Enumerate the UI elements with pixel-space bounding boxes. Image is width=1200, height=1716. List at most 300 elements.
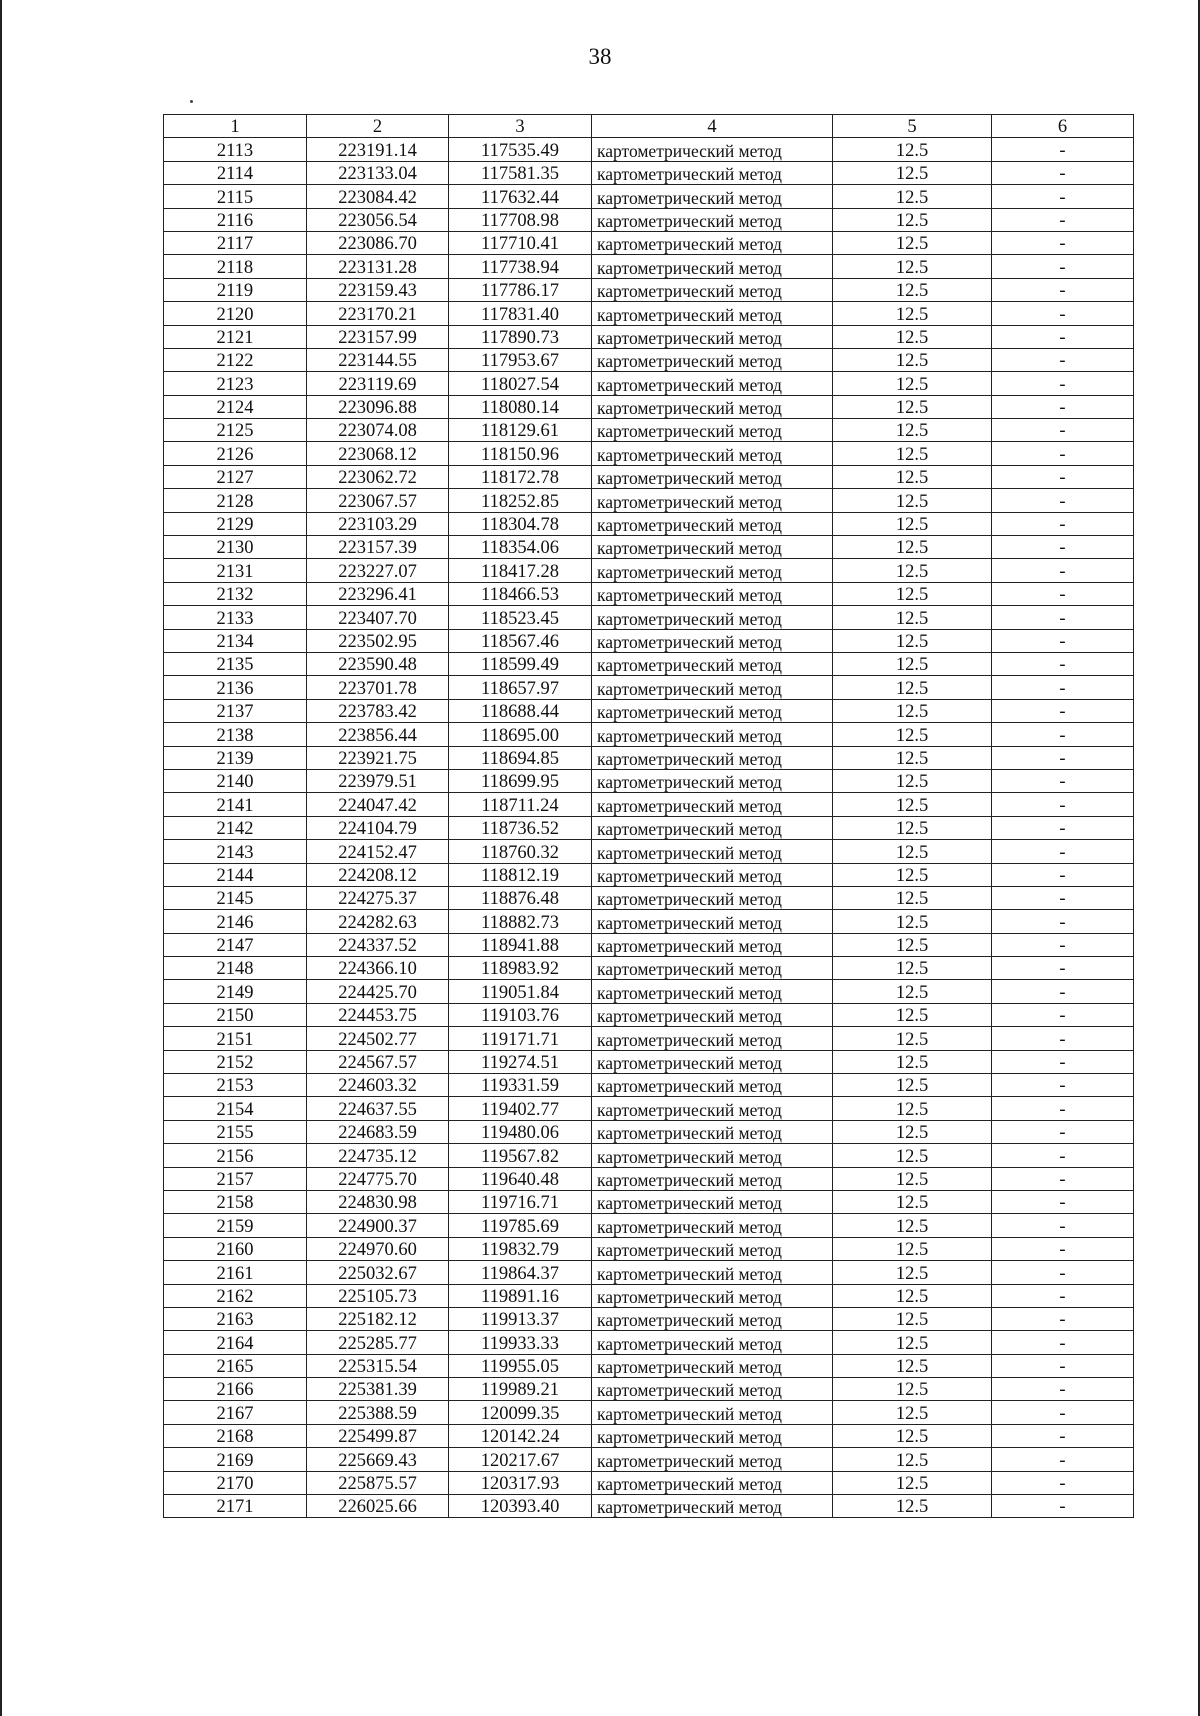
point-number-cell: 2134 (164, 629, 307, 652)
point-number-cell: 2133 (164, 606, 307, 629)
table-row (164, 1378, 1134, 1401)
y-coordinate-cell: 120217.67 (449, 1448, 592, 1471)
table-row (164, 536, 1134, 559)
x-coordinate-cell: 225182.12 (307, 1307, 449, 1330)
table-row (164, 886, 1134, 909)
note-cell: - (992, 1495, 1134, 1518)
table-row (164, 840, 1134, 863)
table-row (164, 442, 1134, 465)
table-row (164, 278, 1134, 301)
method-cell: картометрический метод (592, 138, 833, 161)
point-number-cell: 2170 (164, 1471, 307, 1494)
method-cell: картометрический метод (592, 699, 833, 722)
note-cell: - (992, 1144, 1134, 1167)
y-coordinate-cell: 118876.48 (449, 886, 592, 909)
accuracy-cell: 12.5 (833, 1307, 992, 1330)
note-cell: - (992, 863, 1134, 886)
y-coordinate-cell: 119274.51 (449, 1050, 592, 1073)
table-row (164, 325, 1134, 348)
point-number-cell: 2167 (164, 1401, 307, 1424)
method-cell: картометрический метод (592, 652, 833, 675)
point-number-cell: 2135 (164, 652, 307, 675)
table-row (164, 793, 1134, 816)
table-row (164, 1424, 1134, 1447)
note-cell: - (992, 1401, 1134, 1424)
note-cell: - (992, 1050, 1134, 1073)
point-number-cell: 2143 (164, 840, 307, 863)
y-coordinate-cell: 119480.06 (449, 1120, 592, 1143)
point-number-cell: 2122 (164, 348, 307, 371)
note-cell: - (992, 1354, 1134, 1377)
note-cell: - (992, 442, 1134, 465)
note-cell: - (992, 1190, 1134, 1213)
method-cell: картометрический метод (592, 1167, 833, 1190)
table-row (164, 1074, 1134, 1097)
accuracy-cell: 12.5 (833, 582, 992, 605)
table-row (164, 395, 1134, 418)
table-row (164, 1307, 1134, 1330)
method-cell: картометрический метод (592, 1237, 833, 1260)
method-cell: картометрический метод (592, 1307, 833, 1330)
y-coordinate-cell: 118304.78 (449, 512, 592, 535)
accuracy-cell: 12.5 (833, 231, 992, 254)
method-cell: картометрический метод (592, 231, 833, 254)
note-cell: - (992, 208, 1134, 231)
x-coordinate-cell: 224152.47 (307, 840, 449, 863)
table-row (164, 1261, 1134, 1284)
table-row (164, 255, 1134, 278)
note-cell: - (992, 769, 1134, 792)
point-number-cell: 2120 (164, 302, 307, 325)
note-cell: - (992, 1448, 1134, 1471)
accuracy-cell: 12.5 (833, 1495, 992, 1518)
method-cell: картометрический метод (592, 816, 833, 839)
note-cell: - (992, 302, 1134, 325)
table-row (164, 582, 1134, 605)
note-cell: - (992, 348, 1134, 371)
note-cell: - (992, 1471, 1134, 1494)
method-cell: картометрический метод (592, 302, 833, 325)
method-cell: картометрический метод (592, 676, 833, 699)
accuracy-cell: 12.5 (833, 1471, 992, 1494)
point-number-cell: 2161 (164, 1261, 307, 1284)
y-coordinate-cell: 117535.49 (449, 138, 592, 161)
point-number-cell: 2150 (164, 1003, 307, 1026)
table-row (164, 465, 1134, 488)
point-number-cell: 2126 (164, 442, 307, 465)
point-number-cell: 2145 (164, 886, 307, 909)
table-row (164, 746, 1134, 769)
method-cell: картометрический метод (592, 769, 833, 792)
table-row (164, 863, 1134, 886)
header-cell-5: 5 (833, 115, 992, 138)
method-cell: картометрический метод (592, 1120, 833, 1143)
note-cell: - (992, 395, 1134, 418)
table-row (164, 559, 1134, 582)
y-coordinate-cell: 119933.33 (449, 1331, 592, 1354)
point-number-cell: 2151 (164, 1027, 307, 1050)
x-coordinate-cell: 224735.12 (307, 1144, 449, 1167)
note-cell: - (992, 933, 1134, 956)
accuracy-cell: 12.5 (833, 629, 992, 652)
note-cell: - (992, 231, 1134, 254)
y-coordinate-cell: 119716.71 (449, 1190, 592, 1213)
y-coordinate-cell: 119640.48 (449, 1167, 592, 1190)
note-cell: - (992, 1074, 1134, 1097)
table-row (164, 652, 1134, 675)
method-cell: картометрический метод (592, 1331, 833, 1354)
coordinates-table (163, 114, 1134, 1518)
accuracy-cell: 12.5 (833, 1237, 992, 1260)
accuracy-cell: 12.5 (833, 910, 992, 933)
method-cell: картометрический метод (592, 1003, 833, 1026)
table-row (164, 676, 1134, 699)
accuracy-cell: 12.5 (833, 302, 992, 325)
note-cell: - (992, 419, 1134, 442)
note-cell: - (992, 606, 1134, 629)
y-coordinate-cell: 118941.88 (449, 933, 592, 956)
x-coordinate-cell: 223157.39 (307, 536, 449, 559)
point-number-cell: 2156 (164, 1144, 307, 1167)
accuracy-cell: 12.5 (833, 652, 992, 675)
x-coordinate-cell: 224366.10 (307, 957, 449, 980)
y-coordinate-cell: 119891.16 (449, 1284, 592, 1307)
y-coordinate-cell: 117632.44 (449, 185, 592, 208)
x-coordinate-cell: 225285.77 (307, 1331, 449, 1354)
x-coordinate-cell: 225032.67 (307, 1261, 449, 1284)
note-cell: - (992, 536, 1134, 559)
note-cell: - (992, 746, 1134, 769)
x-coordinate-cell: 224603.32 (307, 1074, 449, 1097)
y-coordinate-cell: 118983.92 (449, 957, 592, 980)
note-cell: - (992, 1284, 1134, 1307)
y-coordinate-cell: 119955.05 (449, 1354, 592, 1377)
table-row (164, 231, 1134, 254)
accuracy-cell: 12.5 (833, 419, 992, 442)
accuracy-cell: 12.5 (833, 442, 992, 465)
table-row (164, 372, 1134, 395)
y-coordinate-cell: 118882.73 (449, 910, 592, 933)
method-cell: картометрический метод (592, 512, 833, 535)
accuracy-cell: 12.5 (833, 1003, 992, 1026)
point-number-cell: 2168 (164, 1424, 307, 1447)
page-number: 38 (588, 44, 612, 69)
method-cell: картометрический метод (592, 1495, 833, 1518)
note-cell: - (992, 1120, 1134, 1143)
y-coordinate-cell: 117953.67 (449, 348, 592, 371)
x-coordinate-cell: 224775.70 (307, 1167, 449, 1190)
y-coordinate-cell: 119103.76 (449, 1003, 592, 1026)
note-cell: - (992, 372, 1134, 395)
method-cell: картометрический метод (592, 278, 833, 301)
accuracy-cell: 12.5 (833, 957, 992, 980)
note-cell: - (992, 886, 1134, 909)
point-number-cell: 2160 (164, 1237, 307, 1260)
method-cell: картометрический метод (592, 1190, 833, 1213)
x-coordinate-cell: 226025.66 (307, 1495, 449, 1518)
x-coordinate-cell: 223159.43 (307, 278, 449, 301)
table-row (164, 512, 1134, 535)
table-row (164, 1003, 1134, 1026)
table-row (164, 1495, 1134, 1518)
x-coordinate-cell: 223096.88 (307, 395, 449, 418)
point-number-cell: 2149 (164, 980, 307, 1003)
point-number-cell: 2130 (164, 536, 307, 559)
point-number-cell: 2157 (164, 1167, 307, 1190)
point-number-cell: 2154 (164, 1097, 307, 1120)
x-coordinate-cell: 223227.07 (307, 559, 449, 582)
note-cell: - (992, 1097, 1134, 1120)
accuracy-cell: 12.5 (833, 348, 992, 371)
accuracy-cell: 12.5 (833, 1144, 992, 1167)
table-row (164, 1448, 1134, 1471)
accuracy-cell: 12.5 (833, 1401, 992, 1424)
y-coordinate-cell: 117738.94 (449, 255, 592, 278)
point-number-cell: 2113 (164, 138, 307, 161)
y-coordinate-cell: 118354.06 (449, 536, 592, 559)
y-coordinate-cell: 119785.69 (449, 1214, 592, 1237)
method-cell: картометрический метод (592, 1354, 833, 1377)
note-cell: - (992, 1167, 1134, 1190)
method-cell: картометрический метод (592, 489, 833, 512)
table-row (164, 302, 1134, 325)
point-number-cell: 2127 (164, 465, 307, 488)
method-cell: картометрический метод (592, 886, 833, 909)
point-number-cell: 2166 (164, 1378, 307, 1401)
point-number-cell: 2131 (164, 559, 307, 582)
point-number-cell: 2132 (164, 582, 307, 605)
x-coordinate-cell: 224208.12 (307, 863, 449, 886)
x-coordinate-cell: 223407.70 (307, 606, 449, 629)
accuracy-cell: 12.5 (833, 1378, 992, 1401)
note-cell: - (992, 1331, 1134, 1354)
note-cell: - (992, 1424, 1134, 1447)
table-row (164, 1027, 1134, 1050)
note-cell: - (992, 1378, 1134, 1401)
accuracy-cell: 12.5 (833, 161, 992, 184)
method-cell: картометрический метод (592, 957, 833, 980)
x-coordinate-cell: 225669.43 (307, 1448, 449, 1471)
method-cell: картометрический метод (592, 1214, 833, 1237)
method-cell: картометрический метод (592, 348, 833, 371)
table-row (164, 816, 1134, 839)
table-row (164, 1331, 1134, 1354)
note-cell: - (992, 816, 1134, 839)
point-number-cell: 2125 (164, 419, 307, 442)
note-cell: - (992, 1027, 1134, 1050)
table-row (164, 1144, 1134, 1167)
method-cell: картометрический метод (592, 419, 833, 442)
point-number-cell: 2159 (164, 1214, 307, 1237)
point-number-cell: 2123 (164, 372, 307, 395)
y-coordinate-cell: 118417.28 (449, 559, 592, 582)
x-coordinate-cell: 223170.21 (307, 302, 449, 325)
point-number-cell: 2152 (164, 1050, 307, 1073)
y-coordinate-cell: 118699.95 (449, 769, 592, 792)
x-coordinate-cell: 223979.51 (307, 769, 449, 792)
accuracy-cell: 12.5 (833, 208, 992, 231)
table-row (164, 1167, 1134, 1190)
point-number-cell: 2115 (164, 185, 307, 208)
accuracy-cell: 12.5 (833, 793, 992, 816)
x-coordinate-cell: 223701.78 (307, 676, 449, 699)
y-coordinate-cell: 120099.35 (449, 1401, 592, 1424)
point-number-cell: 2162 (164, 1284, 307, 1307)
method-cell: картометрический метод (592, 723, 833, 746)
method-cell: картометрический метод (592, 746, 833, 769)
point-number-cell: 2163 (164, 1307, 307, 1330)
x-coordinate-cell: 223296.41 (307, 582, 449, 605)
method-cell: картометрический метод (592, 1284, 833, 1307)
method-cell: картометрический метод (592, 1401, 833, 1424)
accuracy-cell: 12.5 (833, 512, 992, 535)
method-cell: картометрический метод (592, 325, 833, 348)
note-cell: - (992, 325, 1134, 348)
table-row (164, 208, 1134, 231)
point-number-cell: 2137 (164, 699, 307, 722)
table-row (164, 1354, 1134, 1377)
y-coordinate-cell: 118760.32 (449, 840, 592, 863)
y-coordinate-cell: 120142.24 (449, 1424, 592, 1447)
table-row (164, 161, 1134, 184)
x-coordinate-cell: 224683.59 (307, 1120, 449, 1143)
table-row (164, 348, 1134, 371)
y-coordinate-cell: 118812.19 (449, 863, 592, 886)
x-coordinate-cell: 225381.39 (307, 1378, 449, 1401)
point-number-cell: 2153 (164, 1074, 307, 1097)
table-row (164, 185, 1134, 208)
accuracy-cell: 12.5 (833, 536, 992, 559)
accuracy-cell: 12.5 (833, 1261, 992, 1284)
x-coordinate-cell: 225315.54 (307, 1354, 449, 1377)
y-coordinate-cell: 119913.37 (449, 1307, 592, 1330)
x-coordinate-cell: 224453.75 (307, 1003, 449, 1026)
point-number-cell: 2144 (164, 863, 307, 886)
accuracy-cell: 12.5 (833, 1214, 992, 1237)
note-cell: - (992, 278, 1134, 301)
table-row (164, 606, 1134, 629)
method-cell: картометрический метод (592, 208, 833, 231)
point-number-cell: 2139 (164, 746, 307, 769)
point-number-cell: 2155 (164, 1120, 307, 1143)
y-coordinate-cell: 119331.59 (449, 1074, 592, 1097)
note-cell: - (992, 559, 1134, 582)
point-number-cell: 2116 (164, 208, 307, 231)
point-number-cell: 2128 (164, 489, 307, 512)
x-coordinate-cell: 224830.98 (307, 1190, 449, 1213)
y-coordinate-cell: 120317.93 (449, 1471, 592, 1494)
accuracy-cell: 12.5 (833, 1074, 992, 1097)
accuracy-cell: 12.5 (833, 1284, 992, 1307)
table-row (164, 723, 1134, 746)
note-cell: - (992, 957, 1134, 980)
method-cell: картометрический метод (592, 863, 833, 886)
note-cell: - (992, 840, 1134, 863)
method-cell: картометрический метод (592, 582, 833, 605)
accuracy-cell: 12.5 (833, 980, 992, 1003)
point-number-cell: 2114 (164, 161, 307, 184)
accuracy-cell: 12.5 (833, 723, 992, 746)
x-coordinate-cell: 224275.37 (307, 886, 449, 909)
x-coordinate-cell: 225875.57 (307, 1471, 449, 1494)
table-row (164, 1214, 1134, 1237)
x-coordinate-cell: 224337.52 (307, 933, 449, 956)
note-cell: - (992, 185, 1134, 208)
y-coordinate-cell: 119051.84 (449, 980, 592, 1003)
note-cell: - (992, 629, 1134, 652)
method-cell: картометрический метод (592, 840, 833, 863)
note-cell: - (992, 512, 1134, 535)
method-cell: картометрический метод (592, 980, 833, 1003)
method-cell: картометрический метод (592, 465, 833, 488)
point-number-cell: 2117 (164, 231, 307, 254)
x-coordinate-cell: 223103.29 (307, 512, 449, 535)
header-cell-2: 2 (307, 115, 449, 138)
accuracy-cell: 12.5 (833, 1050, 992, 1073)
x-coordinate-cell: 224282.63 (307, 910, 449, 933)
method-cell: картометрический метод (592, 161, 833, 184)
y-coordinate-cell: 118688.44 (449, 699, 592, 722)
point-number-cell: 2121 (164, 325, 307, 348)
accuracy-cell: 12.5 (833, 559, 992, 582)
accuracy-cell: 12.5 (833, 840, 992, 863)
method-cell: картометрический метод (592, 372, 833, 395)
y-coordinate-cell: 118523.45 (449, 606, 592, 629)
x-coordinate-cell: 223502.95 (307, 629, 449, 652)
accuracy-cell: 12.5 (833, 185, 992, 208)
point-number-cell: 2136 (164, 676, 307, 699)
note-cell: - (992, 465, 1134, 488)
y-coordinate-cell: 118736.52 (449, 816, 592, 839)
point-number-cell: 2158 (164, 1190, 307, 1213)
method-cell: картометрический метод (592, 1027, 833, 1050)
table-row (164, 1050, 1134, 1073)
note-cell: - (992, 699, 1134, 722)
accuracy-cell: 12.5 (833, 769, 992, 792)
method-cell: картометрический метод (592, 442, 833, 465)
accuracy-cell: 12.5 (833, 255, 992, 278)
x-coordinate-cell: 224970.60 (307, 1237, 449, 1260)
accuracy-cell: 12.5 (833, 816, 992, 839)
note-cell: - (992, 582, 1134, 605)
note-cell: - (992, 489, 1134, 512)
accuracy-cell: 12.5 (833, 1190, 992, 1213)
y-coordinate-cell: 118695.00 (449, 723, 592, 746)
y-coordinate-cell: 118150.96 (449, 442, 592, 465)
y-coordinate-cell: 118129.61 (449, 419, 592, 442)
accuracy-cell: 12.5 (833, 395, 992, 418)
point-number-cell: 2124 (164, 395, 307, 418)
x-coordinate-cell: 223921.75 (307, 746, 449, 769)
x-coordinate-cell: 224637.55 (307, 1097, 449, 1120)
point-number-cell: 2171 (164, 1495, 307, 1518)
table-row (164, 1097, 1134, 1120)
note-cell: - (992, 138, 1134, 161)
table-row (164, 769, 1134, 792)
table-row (164, 1190, 1134, 1213)
method-cell: картометрический метод (592, 1050, 833, 1073)
method-cell: картометрический метод (592, 793, 833, 816)
point-number-cell: 2169 (164, 1448, 307, 1471)
method-cell: картометрический метод (592, 1471, 833, 1494)
x-coordinate-cell: 223074.08 (307, 419, 449, 442)
y-coordinate-cell: 119567.82 (449, 1144, 592, 1167)
y-coordinate-cell: 119402.77 (449, 1097, 592, 1120)
scan-left-edge (0, 0, 2, 1716)
note-cell: - (992, 676, 1134, 699)
point-number-cell: 2165 (164, 1354, 307, 1377)
y-coordinate-cell: 118694.85 (449, 746, 592, 769)
